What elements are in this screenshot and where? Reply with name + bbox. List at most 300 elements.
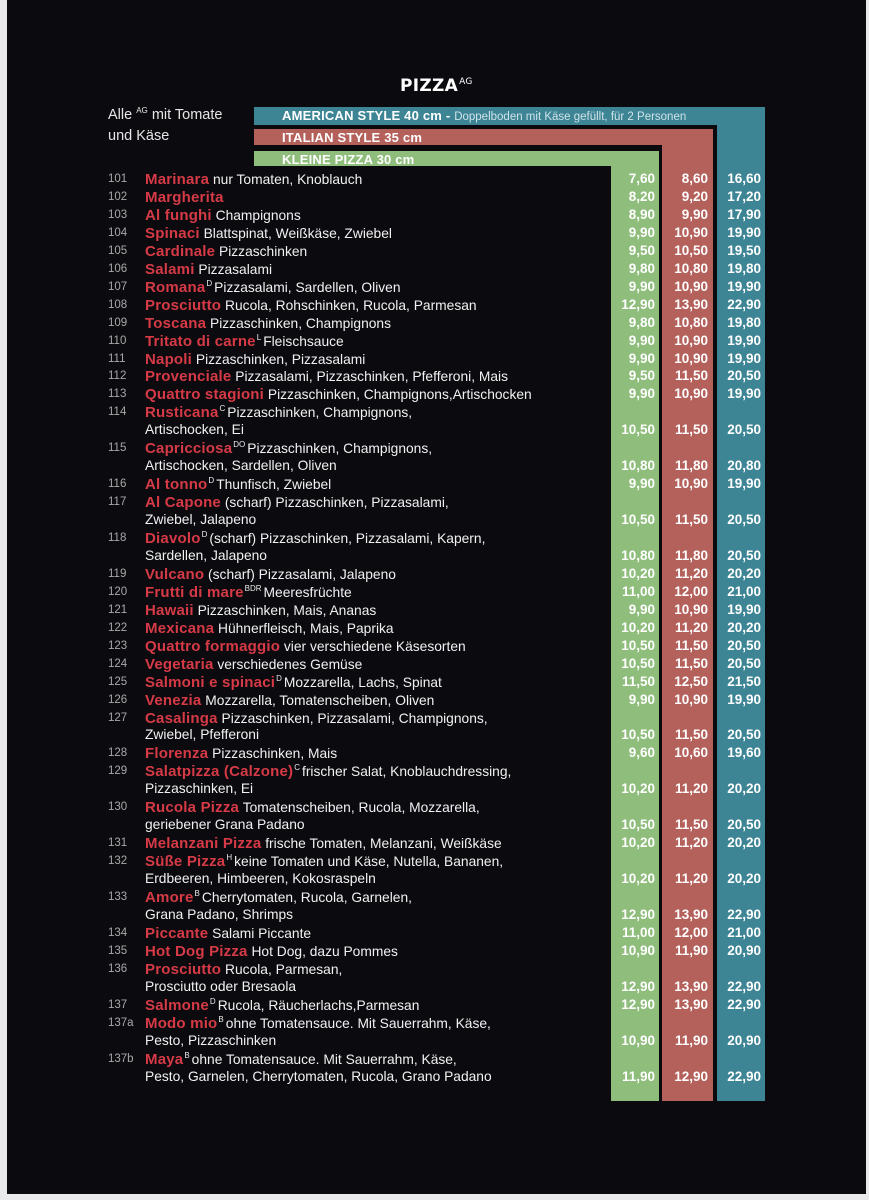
price-italian: 11,90: [674, 942, 708, 958]
price-italian: 10,90: [674, 691, 708, 707]
price-american: 20,20: [727, 619, 761, 635]
pizza-name: Prosciutto: [145, 960, 222, 978]
item-number: 127: [108, 711, 128, 724]
menu-item: [145, 440, 432, 457]
menu-item: [145, 351, 365, 368]
allergen-codes: B: [184, 1050, 190, 1060]
price-small: 8,20: [628, 188, 655, 204]
price-small: 9,90: [628, 601, 655, 617]
pizza-name: Quattro stagioni: [145, 386, 265, 404]
price-small: 11,00: [621, 924, 655, 940]
price-italian: 10,50: [674, 242, 708, 258]
pizza-name: Marinara: [145, 171, 210, 188]
item-number: 103: [108, 208, 128, 221]
price-italian: 11,50: [674, 368, 708, 384]
pizza-description: Pizzaschinken: [219, 243, 308, 259]
price-american: 22,90: [727, 978, 761, 994]
price-american: 19,80: [727, 260, 761, 276]
price-american: 20,20: [727, 781, 761, 797]
price-italian: 12,90: [674, 1068, 708, 1084]
price-american: 19,60: [727, 745, 761, 761]
price-small: 10,20: [621, 781, 655, 797]
allergen-codes: B: [194, 889, 200, 898]
pizza-description-cont: Pesto, Garnelen, Cherrytomaten, Rucola, Grano Padano: [145, 1068, 492, 1084]
price-american: 17,20: [727, 188, 761, 204]
item-number: 120: [108, 585, 128, 598]
pizza-name: Romana: [145, 278, 206, 296]
price-american: 22,90: [727, 996, 761, 1012]
price-small: 10,90: [621, 1032, 655, 1048]
allergen-codes: B: [218, 1014, 224, 1024]
pizza-name: Maya: [145, 1050, 184, 1068]
allergen-codes: D: [276, 673, 282, 683]
size-header-small: [254, 151, 658, 166]
pizza-description-cont: geriebener Grana Padano: [145, 817, 305, 833]
american-label: [282, 108, 686, 123]
price-american: 19,90: [727, 691, 761, 707]
title-text: PIZZA: [400, 76, 459, 96]
intro-text: Alle: [108, 107, 133, 123]
item-number: 131: [108, 837, 128, 850]
item-number: 137: [108, 998, 128, 1011]
pizza-name: Spinaci: [145, 224, 200, 242]
price-small: 10,20: [621, 565, 655, 581]
price-italian: 11,20: [674, 565, 708, 581]
pizza-description-cont: Prosciutto oder Bresaola: [145, 978, 297, 994]
pizza-description: Pizzaschinken, Pizzasalami: [195, 351, 366, 367]
price-american: 19,90: [727, 332, 761, 348]
pizza-description: Salami Piccante: [212, 925, 312, 941]
pizza-name: Provenciale: [145, 368, 232, 386]
price-italian: 11,80: [674, 458, 708, 474]
price-italian: 11,20: [674, 835, 708, 851]
item-number: 113: [108, 388, 127, 401]
menu-item: [145, 943, 398, 960]
pizza-description: vier verschiedene Käsesorten: [283, 638, 466, 654]
menu-item: [145, 297, 477, 314]
menu-item: [145, 835, 502, 852]
menu-item: [145, 386, 532, 403]
menu-item: [145, 261, 272, 278]
price-american: 20,50: [727, 368, 761, 384]
menu-item: [145, 656, 362, 673]
price-small: 11,90: [621, 1068, 655, 1084]
price-italian: 13,90: [674, 978, 708, 994]
price-small: 9,90: [628, 350, 655, 366]
price-small: 12,90: [621, 996, 655, 1012]
price-american: 19,90: [727, 278, 761, 294]
pizza-name: Toscana: [145, 314, 207, 332]
pizza-description: (scharf) Pizzasalami, Jalapeno: [208, 566, 396, 582]
price-italian: 10,90: [674, 278, 708, 294]
price-small: 10,50: [621, 637, 655, 653]
page-title: [400, 76, 473, 96]
pizza-description: ohne Tomatensauce. Mit Sauerrahm, Käse,: [191, 1051, 457, 1067]
price-american: 20,90: [727, 1032, 761, 1048]
price-italian: 8,60: [681, 171, 708, 186]
pizza-description: Pizzaschinken, Champignons: [210, 315, 391, 331]
price-small: 9,90: [628, 691, 655, 707]
pizza-name: Rusticana: [145, 404, 219, 422]
menu-item: [145, 745, 337, 762]
pizza-description: Pizzasalami, Sardellen, Oliven: [214, 279, 401, 295]
pizza-description-cont: Pizzaschinken, Ei: [145, 781, 254, 797]
menu-item: [145, 889, 412, 906]
intro-line-1: [108, 106, 222, 123]
price-italian: 10,90: [674, 332, 708, 348]
price-italian: 10,90: [674, 601, 708, 617]
menu-item: [145, 279, 401, 296]
pizza-description: Pizzaschinken, Mais, Ananas: [197, 602, 377, 618]
price-american: 19,80: [727, 314, 761, 330]
price-small: 10,50: [621, 512, 655, 528]
price-small: 12,90: [621, 296, 655, 312]
pizza-description-cont: Sardellen, Jalapeno: [145, 547, 267, 563]
pizza-name: Mexicana: [145, 619, 215, 637]
price-american: 20,90: [727, 942, 761, 958]
intro-text-2: mit Tomate: [151, 107, 223, 123]
item-number: 102: [108, 190, 128, 203]
pizza-name: Diavolo: [145, 530, 201, 547]
price-italian: 12,50: [674, 673, 708, 689]
price-american: 16,60: [727, 171, 761, 186]
price-italian: 11,50: [674, 727, 708, 743]
pizza-name: Quattro formaggio: [145, 637, 281, 655]
menu-item: [145, 315, 391, 332]
price-american: 20,50: [727, 817, 761, 833]
price-american: 20,20: [727, 565, 761, 581]
price-american: 19,90: [727, 386, 761, 402]
pizza-description: Meeresfrüchte: [263, 584, 352, 600]
item-number: 101: [108, 173, 128, 185]
small-label: KLEINE PIZZA 30 cm: [282, 152, 415, 167]
price-american: 20,50: [727, 655, 761, 671]
pizza-name: Modo mio: [145, 1014, 218, 1032]
price-small: 10,90: [621, 942, 655, 958]
item-number: 134: [108, 926, 128, 939]
pizza-description: ohne Tomatensauce. Mit Sauerrahm, Käse,: [225, 1015, 491, 1031]
price-american: 17,90: [727, 206, 761, 222]
pizza-description: Rucola, Parmesan,: [225, 961, 343, 977]
item-number: 119: [108, 567, 127, 580]
price-italian: 12,00: [674, 924, 708, 940]
item-number: 124: [108, 657, 128, 670]
pizza-name: Salatpizza (Calzone): [145, 763, 294, 781]
price-american: 20,80: [727, 458, 761, 474]
item-number: 136: [108, 962, 128, 975]
menu-item: [145, 584, 352, 601]
pizza-description: (scharf) Pizzaschinken, Pizzasalami, Kapern,: [209, 531, 486, 546]
price-small: 9,90: [628, 278, 655, 294]
item-number: 104: [108, 226, 128, 239]
item-number: 112: [108, 370, 127, 383]
price-italian: 10,90: [674, 224, 708, 240]
pizza-description-cont: Artischocken, Ei: [145, 422, 244, 438]
menu-item: [145, 710, 488, 727]
price-italian: 11,50: [674, 817, 708, 833]
menu-item: [145, 333, 344, 350]
price-italian: 10,90: [674, 386, 708, 402]
pizza-description: Pizzaschinken, Mais: [212, 746, 338, 762]
menu-item: [145, 494, 449, 511]
menu-item: [145, 674, 442, 691]
item-number: 129: [108, 765, 128, 778]
price-american: 21,00: [727, 924, 761, 940]
price-american: 19,50: [727, 242, 761, 258]
item-number: 126: [108, 693, 128, 706]
item-number: 125: [108, 675, 128, 688]
item-number: 114: [108, 406, 127, 419]
item-number: 137b: [108, 1052, 134, 1065]
menu-item: [145, 602, 376, 619]
allergen-codes: BDR: [244, 583, 262, 593]
menu-page: [7, 0, 866, 1194]
price-small: 9,90: [628, 476, 655, 492]
pizza-name: Salmoni e spinaci: [145, 673, 276, 691]
price-italian: 9,20: [681, 188, 708, 204]
pizza-name: Venezia: [145, 691, 202, 709]
pizza-name: Prosciutto: [145, 296, 222, 314]
allergen-codes: D: [201, 530, 208, 539]
pizza-description: Mozzarella, Tomatenscheiben, Oliven: [205, 692, 435, 708]
allergen-codes: H: [226, 853, 233, 863]
pizza-description: Pizzaschinken, Champignons,: [247, 441, 433, 457]
menu-item: [145, 225, 392, 242]
price-american: 19,90: [727, 476, 761, 492]
price-small: 9,60: [628, 745, 655, 761]
price-small: 11,00: [621, 583, 655, 599]
italian-label: ITALIAN STYLE 35 cm: [282, 130, 423, 145]
pizza-description: Blattspinat, Weißkäse, Zwiebel: [203, 225, 392, 241]
pizza-name: Vegetaria: [145, 655, 214, 673]
item-number: 108: [108, 298, 128, 311]
pizza-name: Al funghi: [145, 206, 212, 224]
intro-line-2: und Käse: [108, 128, 170, 144]
item-number: 130: [108, 801, 128, 814]
menu-item: [145, 171, 362, 188]
pizza-description-cont: Pesto, Pizzaschinken: [145, 1032, 277, 1048]
price-small: 7,60: [628, 171, 655, 186]
pizza-description-cont: Erdbeeren, Himbeeren, Kokosraspeln: [145, 871, 376, 887]
pizza-name: Rucola Pizza: [145, 799, 240, 817]
menu-item: [145, 207, 301, 224]
menu-item: [145, 1015, 491, 1032]
pizza-description: Hot Dog, dazu Pommes: [251, 943, 398, 959]
price-small: 12,90: [621, 906, 655, 922]
item-number: 132: [108, 855, 128, 868]
allergen-codes: C: [294, 763, 300, 773]
price-small: 10,80: [621, 547, 655, 563]
price-american: 19,90: [727, 224, 761, 240]
pizza-description-cont: Artischocken, Sardellen, Oliven: [145, 458, 337, 474]
menu-item: [145, 925, 311, 942]
allergen-codes: C: [219, 404, 226, 414]
menu-item: [145, 763, 511, 780]
price-american: 20,20: [727, 835, 761, 851]
price-american: 20,50: [727, 637, 761, 653]
pizza-name: Hot Dog Pizza: [145, 942, 248, 960]
pizza-description: Champignons: [215, 207, 301, 223]
item-number: 107: [108, 280, 128, 293]
pizza-name: Frutti di mare: [145, 583, 244, 601]
pizza-description-cont: Zwiebel, Jalapeno: [145, 512, 257, 528]
price-small: 9,80: [628, 260, 655, 276]
pizza-name: Casalinga: [145, 709, 218, 727]
size-header-italian: [254, 129, 713, 145]
allergen-codes: DO: [233, 440, 246, 450]
pizza-description: (scharf) Pizzaschinken, Pizzasalami,: [224, 495, 449, 511]
allergen-codes: L: [256, 332, 262, 342]
item-number: 121: [108, 603, 128, 616]
price-italian: 11,90: [674, 1032, 708, 1048]
pizza-name: Al tonno: [145, 476, 208, 494]
pizza-description: nur Tomaten, Knoblauch: [212, 172, 363, 187]
pizza-name: Florenza: [145, 745, 209, 763]
menu-item: [145, 961, 342, 978]
price-american: 19,90: [727, 350, 761, 366]
price-italian: 10,80: [674, 260, 708, 276]
price-italian: 11,20: [674, 619, 708, 635]
price-italian: 12,00: [674, 583, 708, 599]
pizza-description: Thunfisch, Zwiebel: [216, 477, 332, 493]
pizza-name: Cardinale: [145, 242, 216, 260]
menu-item: [145, 189, 224, 206]
pizza-name: Margherita: [145, 188, 224, 206]
price-american: 21,50: [727, 673, 761, 689]
price-italian: 11,50: [674, 655, 708, 671]
price-american: 19,90: [727, 601, 761, 617]
menu-item: [145, 1051, 457, 1068]
price-small: 8,90: [628, 206, 655, 222]
pizza-name: Vulcano: [145, 565, 205, 583]
pizza-name: Süße Pizza: [145, 853, 226, 871]
price-american: 22,90: [727, 296, 761, 312]
menu-item: [145, 566, 396, 583]
item-number: 137a: [108, 1016, 134, 1029]
pizza-name: Napoli: [145, 350, 193, 368]
pizza-description: frischer Salat, Knoblauchdressing,: [301, 764, 512, 780]
price-american: 21,00: [727, 583, 761, 599]
item-number: 111: [108, 352, 126, 365]
price-small: 10,20: [621, 619, 655, 635]
price-small: 10,50: [621, 817, 655, 833]
price-italian: 13,90: [674, 296, 708, 312]
price-american: 22,90: [727, 906, 761, 922]
price-small: 9,80: [628, 314, 655, 330]
pizza-description: Pizzaschinken, Champignons,: [227, 405, 413, 421]
price-italian: 11,50: [674, 637, 708, 653]
pizza-name: Al Capone: [145, 494, 221, 512]
allergen-codes: D: [208, 476, 215, 486]
item-number: 106: [108, 262, 128, 275]
allergen-codes: D: [206, 278, 213, 288]
pizza-description: frische Tomaten, Melanzani, Weißkäse: [265, 836, 502, 852]
price-small: 10,20: [621, 835, 655, 851]
pizza-name: Salmone: [145, 996, 209, 1014]
menu-item: [145, 476, 331, 493]
price-small: 10,50: [621, 727, 655, 743]
item-number: 118: [108, 532, 127, 544]
pizza-description: Tomatenscheiben, Rucola, Mozzarella,: [242, 800, 480, 816]
price-small: 9,50: [628, 368, 655, 384]
menu-item: [145, 243, 307, 260]
menu-item: [145, 368, 508, 385]
item-number: 135: [108, 944, 128, 957]
menu-item: [145, 997, 419, 1014]
pizza-description: Hühnerfleisch, Mais, Paprika: [217, 620, 394, 636]
title-allergen: AG: [459, 77, 473, 87]
price-italian: 10,90: [674, 476, 708, 492]
item-number: 116: [108, 478, 127, 491]
menu-item: [145, 404, 412, 421]
price-small: 10,80: [621, 458, 655, 474]
price-american: 20,50: [727, 512, 761, 528]
item-number: 105: [108, 244, 128, 257]
pizza-name: Capricciosa: [145, 440, 233, 458]
pizza-name: Melanzani Pizza: [145, 835, 262, 853]
price-italian: 13,90: [674, 906, 708, 922]
pizza-description: Cherrytomaten, Rucola, Garnelen,: [201, 890, 412, 905]
menu-item: [145, 530, 485, 547]
price-italian: 11,50: [674, 422, 708, 438]
pizza-description: Rucola, Rohschinken, Rucola, Parmesan: [225, 297, 477, 313]
price-italian: 11,20: [674, 871, 708, 887]
size-header-american: [254, 107, 765, 125]
price-small: 9,50: [628, 242, 655, 258]
menu-item: [145, 692, 434, 709]
menu-item: [145, 638, 466, 655]
pizza-description: Pizzaschinken, Pizzasalami, Champignons,: [221, 710, 488, 726]
pizza-description: Fleischsauce: [263, 333, 344, 349]
intro-allergen: AG: [136, 106, 148, 115]
pizza-description: Pizzasalami: [198, 261, 273, 277]
price-american: 20,50: [727, 727, 761, 743]
item-number: 123: [108, 639, 128, 652]
item-number: 115: [108, 442, 127, 455]
price-italian: 10,60: [674, 745, 708, 761]
item-number: 122: [108, 621, 128, 634]
item-number: 133: [108, 891, 128, 903]
price-american: 20,20: [727, 871, 761, 887]
menu-item: [145, 853, 503, 870]
price-italian: 13,90: [674, 996, 708, 1012]
pizza-description: keine Tomaten und Käse, Nutella, Bananen,: [234, 854, 504, 870]
pizza-name: Hawaii: [145, 601, 194, 619]
price-italian: 11,20: [674, 781, 708, 797]
item-number: 110: [108, 334, 127, 347]
pizza-description-cont: Grana Padano, Shrimps: [145, 906, 294, 922]
item-number: 109: [108, 316, 128, 329]
pizza-description: Pizzasalami, Pizzaschinken, Pfefferoni, Mais: [235, 369, 508, 385]
menu-item: [145, 799, 480, 816]
pizza-description-cont: Zwiebel, Pfefferoni: [145, 727, 260, 743]
pizza-description: Mozzarella, Lachs, Spinat: [283, 674, 442, 690]
pizza-name: Piccante: [145, 924, 209, 942]
price-italian: 11,50: [674, 512, 708, 528]
pizza-description: Pizzaschinken, Champignons,Artischocken: [267, 387, 532, 403]
price-small: 9,90: [628, 224, 655, 240]
pizza-name: Tritato di carne: [145, 332, 256, 350]
price-small: 9,90: [628, 386, 655, 402]
pizza-name: Amore: [145, 889, 194, 906]
american-label-text: AMERICAN STYLE 40 cm -: [282, 108, 451, 123]
price-small: 10,20: [621, 871, 655, 887]
pizza-description: verschiedenes Gemüse: [217, 656, 363, 672]
price-small: 9,90: [628, 332, 655, 348]
price-small: 10,50: [621, 422, 655, 438]
price-small: 11,50: [621, 673, 655, 689]
pizza-description: Rucola, Räucherlachs,Parmesan: [217, 997, 420, 1013]
